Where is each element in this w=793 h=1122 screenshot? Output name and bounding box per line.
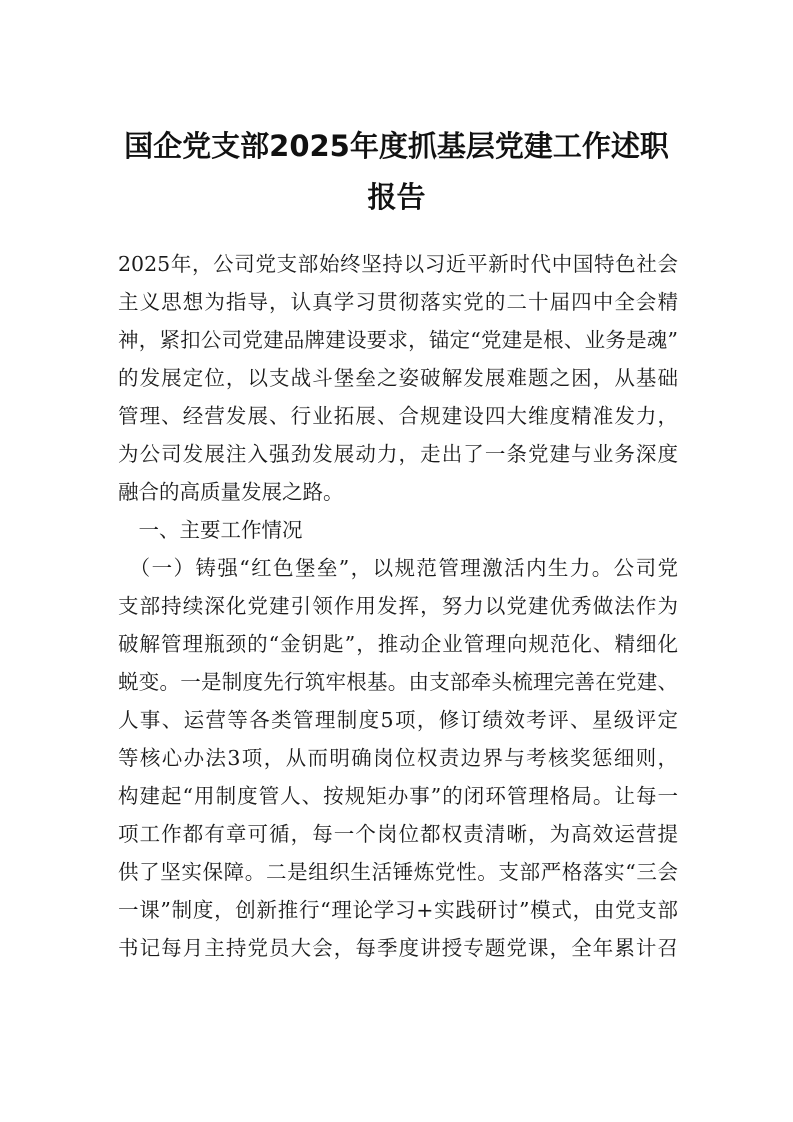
document-title-line-1: 国企党支部2025年度抓基层党建工作述职 — [124, 129, 669, 163]
paragraph-line: 项工作都有章可循，每一个岗位都权责清晰，为高效运营提 — [118, 822, 678, 846]
paragraph-line: 融合的高质量发展之路。 — [118, 480, 344, 504]
paragraph-line: 蜕变。一是制度先行筑牢根基。由支部牵头梳理完善在党建、 — [118, 670, 678, 694]
paragraph-line: 书记每月主持党员大会，每季度讲授专题党课，全年累计召 — [118, 936, 678, 960]
paragraph-line: 一课”制度，创新推行“理论学习+实践研讨”模式，由党支部 — [118, 898, 678, 922]
paragraph-line: （一）铸强“红色堡垒”，以规范管理激活内生力。公司党 — [118, 556, 678, 580]
paragraph-line: 为公司发展注入强劲发展动力，走出了一条党建与业务深度 — [118, 442, 678, 466]
section-heading: 一、主要工作情况 — [118, 518, 303, 542]
paragraph-line: 2025年，公司党支部始终坚持以习近平新时代中国特色社会 — [118, 252, 678, 276]
paragraph-line: 管理、经营发展、行业拓展、合规建设四大维度精准发力， — [118, 404, 678, 428]
paragraph-line: 人事、运营等各类管理制度5项，修订绩效考评、星级评定 — [118, 708, 678, 732]
paragraph-line: 等核心办法3项，从而明确岗位权责边界与考核奖惩细则， — [118, 746, 678, 770]
document-title-line-2: 报告 — [367, 180, 426, 214]
paragraph-line: 构建起“用制度管人、按规矩办事”的闭环管理格局。让每一 — [118, 784, 678, 808]
paragraph-line: 支部持续深化党建引领作用发挥，努力以党建优秀做法作为 — [118, 594, 678, 618]
paragraph-line: 主义思想为指导，认真学习贯彻落实党的二十届四中全会精 — [118, 290, 678, 314]
paragraph-line: 神，紧扣公司党建品牌建设要求，锚定“党建是根、业务是魂” — [118, 328, 678, 352]
paragraph-line: 的发展定位，以支战斗堡垒之姿破解发展难题之困，从基础 — [118, 366, 678, 390]
paragraph-line: 破解管理瓶颈的“金钥匙”，推动企业管理向规范化、精细化 — [118, 632, 678, 656]
paragraph-line: 供了坚实保障。二是组织生活锤炼党性。支部严格落实“三会 — [118, 860, 678, 884]
